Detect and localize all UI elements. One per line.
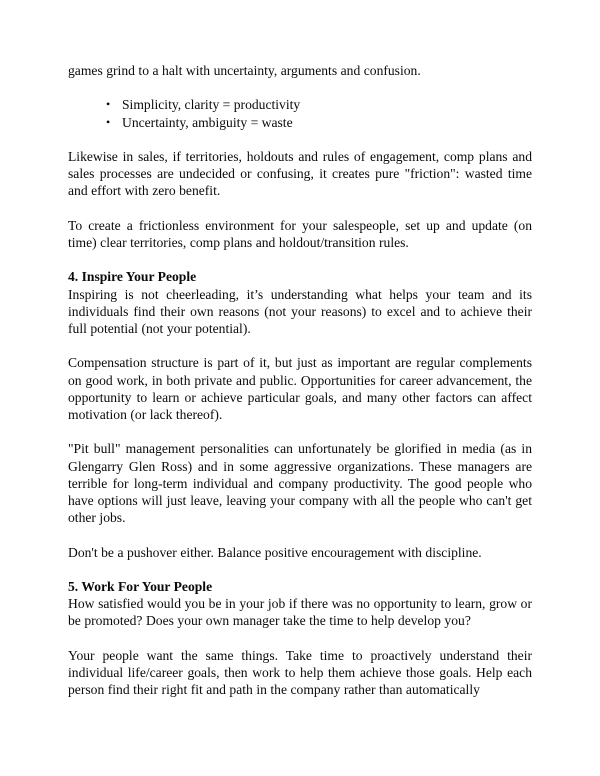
spacer [68, 200, 532, 217]
spacer [68, 630, 532, 647]
spacer [68, 337, 532, 354]
paragraph-satisfied: How satisfied would you be in your job if there was no opportunity to learn, grow or be promoted? Does your own manager take the time to help develop you? [68, 596, 532, 629]
spacer [68, 561, 532, 578]
spacer [68, 251, 532, 268]
list-item: • Simplicity, clarity = productivity [106, 96, 532, 113]
paragraph-compensation: Compensation structure is part of it, but just as important are regular complements on good work, in both private and public. Opportunities for career advancement, the opportunity to learn or achieve particular goals, and many other factors can affect motivation (or lack thereof). [68, 355, 532, 422]
spacer [68, 423, 532, 440]
bullet-list [68, 96, 532, 130]
paragraph-friction: Likewise in sales, if territories, holdouts and rules of engagement, comp plans and sales processes are undecided or confusing, it creates pure "friction": wasted time and effort with zero benefit. [68, 148, 532, 199]
paragraph-frictionless: To create a frictionless environment for your salespeople, set up and update (on time) clear territories, comp plans and holdout/transition rules. [68, 217, 532, 250]
paragraph-pitbull: "Pit bull" management personalities can unfortunately be glorified in media (as in Glengarry Glen Ross) and in some aggressive organizations. These managers are terrible for long-term individual and company productivity. The good people who have options will just leave, leaving your company with all the people who can't get other jobs. [68, 441, 532, 526]
paragraph-pushover: Don't be a pushover either. Balance positive encouragement with discipline. [68, 544, 482, 560]
list-item: • Uncertainty, ambiguity = waste [106, 114, 532, 131]
paragraph-samethings: Your people want the same things. Take time to proactively understand their individual life/career goals, then work to help them achieve those goals. Help each person find their right fit and path in the company rather than automatically [68, 647, 532, 698]
paragraph-inspiring: Inspiring is not cheerleading, it’s understanding what helps your team and its individuals find their own reasons (not your reasons) to excel and to achieve their full potential (not your potential). [68, 286, 532, 336]
paragraph-intro-continuation: games grind to a halt with uncertainty, arguments and confusion. [68, 63, 421, 78]
spacer [68, 79, 532, 96]
section-heading-4: 4. Inspire Your People [68, 269, 197, 285]
section-heading-5: 5. Work For Your People [68, 578, 213, 594]
document-content [68, 62, 532, 698]
spacer [68, 131, 532, 148]
spacer [68, 526, 532, 543]
